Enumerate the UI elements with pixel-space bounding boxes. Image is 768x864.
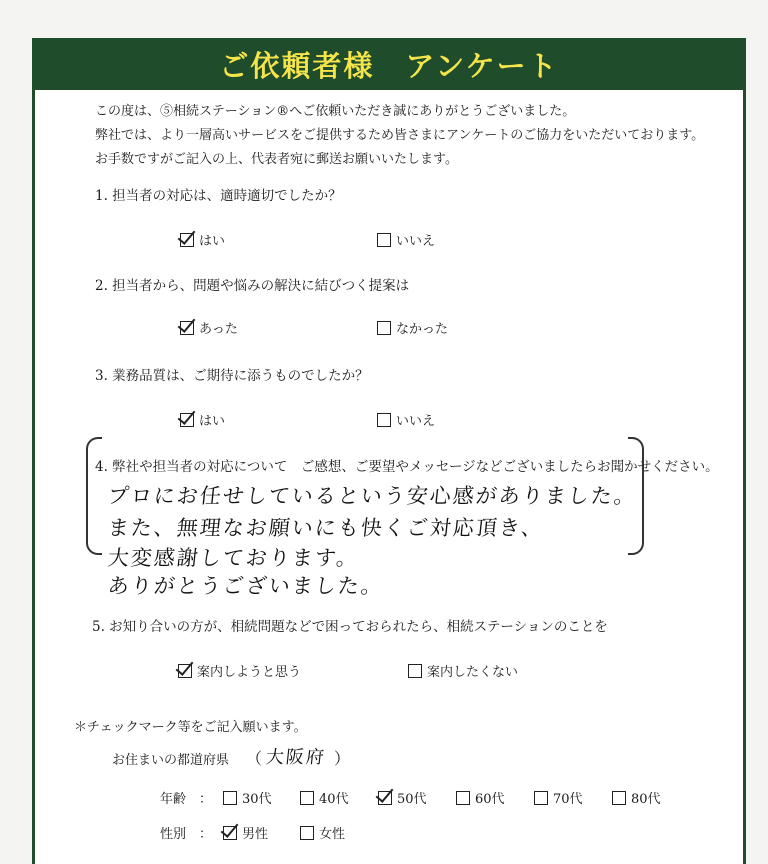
- q2-no-label: なかった: [396, 322, 449, 337]
- age-50s-checkbox[interactable]: [378, 791, 392, 805]
- intro-line-3: お手数ですがご記入の上、代表者宛に郵送お願いいたします。: [95, 152, 458, 167]
- question-5: 5. お知り合いの方が、相続問題などで困っておられたら、相続ステーションのことを: [92, 619, 608, 635]
- prefecture-close-paren: ）: [334, 749, 351, 768]
- q1-option-yes[interactable]: [180, 230, 225, 249]
- q5-yes-label: 案内しようと思う: [197, 665, 302, 680]
- gender-label: 性別 ：: [160, 827, 213, 842]
- question-4: 4. 弊社や担当者の対応について ご感想、ご要望やメッセージなどございましたらお聞かせください。: [95, 459, 719, 475]
- q1-no-checkbox[interactable]: [377, 233, 391, 247]
- gender-option-male[interactable]: [223, 823, 268, 842]
- comment-line-4: ありがとうございました。: [106, 574, 386, 598]
- gender-option-female[interactable]: [300, 823, 345, 842]
- q3-yes-checkbox[interactable]: [180, 413, 194, 427]
- q2-no-checkbox[interactable]: [377, 321, 391, 335]
- prefecture-label: お住まいの都道府県: [112, 753, 230, 768]
- q5-no-checkbox[interactable]: [408, 664, 422, 678]
- question-3: 3. 業務品質は、ご期待に添うものでしたか？: [95, 368, 369, 384]
- comment-line-2: また、無理なお願いにも快くご対応頂き、: [106, 516, 546, 540]
- q1-yes-checkbox[interactable]: [180, 233, 194, 247]
- age-option-70s[interactable]: [534, 788, 583, 807]
- q2-yes-label: あった: [199, 322, 238, 337]
- age-70s-checkbox[interactable]: [534, 791, 548, 805]
- age-option-60s[interactable]: [456, 788, 505, 807]
- prefecture-value: 大阪府: [264, 747, 327, 768]
- age-30s-label: 30代: [242, 792, 272, 807]
- comment-bracket-left: [86, 437, 102, 555]
- q1-option-no[interactable]: [377, 230, 435, 249]
- age-option-80s[interactable]: [612, 788, 661, 807]
- gender-female-checkbox[interactable]: [300, 826, 314, 840]
- comment-line-3: 大変感謝しております。: [106, 546, 361, 570]
- question-2: 2. 担当者から、問題や悩みの解決に結びつく提案は: [95, 278, 410, 294]
- q5-yes-checkbox[interactable]: [178, 664, 192, 678]
- q5-no-label: 案内したくない: [427, 665, 519, 680]
- age-30s-checkbox[interactable]: [223, 791, 237, 805]
- gender-female-label: 女性: [319, 827, 346, 842]
- q3-option-no[interactable]: [377, 410, 435, 429]
- age-60s-label: 60代: [475, 792, 505, 807]
- age-80s-checkbox[interactable]: [612, 791, 626, 805]
- gender-male-checkbox[interactable]: [223, 826, 237, 840]
- comment-line-1: プロにお任せしているという安心感がありました。: [106, 484, 639, 508]
- age-80s-label: 80代: [631, 792, 661, 807]
- q3-yes-label: はい: [199, 414, 226, 429]
- survey-title: ご依頼者様 アンケート: [219, 48, 559, 83]
- q2-option-yes[interactable]: [180, 318, 238, 337]
- age-40s-label: 40代: [319, 792, 349, 807]
- q3-no-checkbox[interactable]: [377, 413, 391, 427]
- q1-yes-label: はい: [199, 234, 226, 249]
- question-1: 1. 担当者の対応は、適時適切でしたか？: [95, 188, 342, 204]
- q3-no-label: いいえ: [396, 414, 436, 429]
- age-label: 年齢 ：: [160, 792, 213, 807]
- q3-option-yes[interactable]: [180, 410, 225, 429]
- q2-option-no[interactable]: [377, 318, 448, 337]
- age-50s-label: 50代: [397, 792, 427, 807]
- gender-male-label: 男性: [242, 827, 269, 842]
- age-60s-checkbox[interactable]: [456, 791, 470, 805]
- prefecture-open-paren: （: [246, 749, 263, 768]
- age-70s-label: 70代: [553, 792, 583, 807]
- checkmark-note: ＊チェックマーク等をご記入願います。: [74, 720, 307, 735]
- q5-option-yes[interactable]: [178, 661, 301, 680]
- q1-no-label: いいえ: [396, 234, 436, 249]
- age-40s-checkbox[interactable]: [300, 791, 314, 805]
- q2-yes-checkbox[interactable]: [180, 321, 194, 335]
- intro-line-1: この度は、⑤相続ステーション®へご依頼いただき誠にありがとうございました。: [95, 104, 576, 119]
- age-option-50s[interactable]: [378, 788, 427, 807]
- age-option-40s[interactable]: [300, 788, 349, 807]
- age-option-30s[interactable]: [223, 788, 272, 807]
- q5-option-no[interactable]: [408, 661, 518, 680]
- intro-line-2: 弊社では、より一層高いサービスをご提供するため皆さまにアンケートのご協力をいただいております。: [95, 128, 705, 143]
- survey-header: [35, 38, 743, 90]
